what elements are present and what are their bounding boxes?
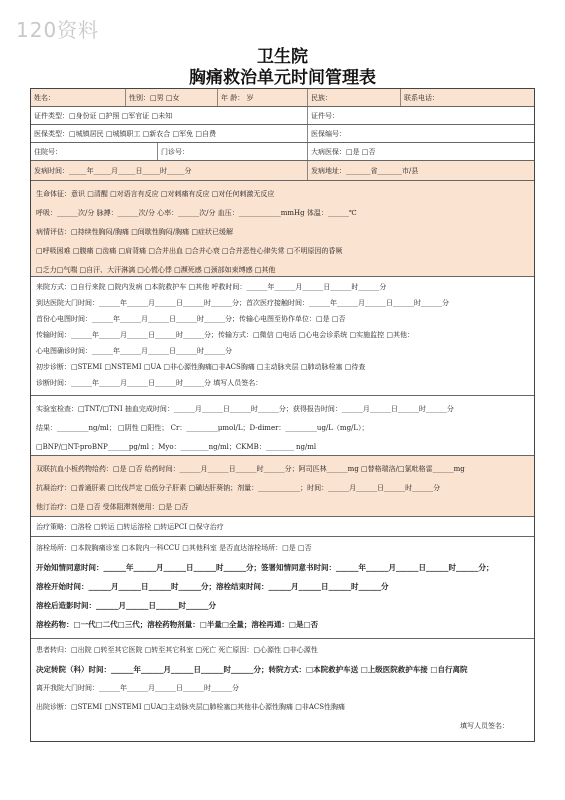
statin-therapy[interactable]: 他汀治疗：□是 □否 受体阻滞剂使用：□是 □否: [36, 503, 189, 511]
antiplatelet-drugs[interactable]: 双联抗血小板药物给药：□是 □否 给药时间：______月______日______时______分；阿司匹林______mg □替格瑞洛/□氯吡格雷______mg: [36, 465, 465, 473]
lab-results[interactable]: 结果：_________ng/ml； □阴性 □阳性； Cr：_________μmol/L；D-dimer：_________ug/L（mg/L）；: [36, 424, 369, 432]
initial-diagnosis[interactable]: 初步诊断：□STEMI □NSTEMI □UA □非心源性胸痛□非ACS胸痛 □主动脉夹层 □肺动脉栓塞 □待查: [36, 362, 366, 371]
consent-time[interactable]: 开始知情同意时间：______年______月______日______时______分；签署知情同意书时间：______年______月______日______时______分；: [36, 563, 494, 572]
section-arrival: [31, 277, 534, 396]
name-field[interactable]: 姓名：: [31, 89, 126, 106]
lab-bnp[interactable]: □BNP/□NT-proBNP______pg/ml ；Myo：________ng/ml；CKMB：________ ng/ml: [36, 443, 317, 451]
section-vital-signs: [31, 181, 534, 277]
inpatient-number-field[interactable]: 住院号：: [31, 143, 158, 160]
post-thrombolysis-angiography[interactable]: 溶栓后造影时间：______月______日______时______分: [36, 601, 216, 610]
id-number-field[interactable]: 证件号：: [311, 111, 339, 120]
treatment-strategy[interactable]: 治疗策略：□溶栓 □转运 □转运溶栓 □转运PCI □保守治疗: [36, 522, 224, 531]
title-line-1: 卫生院: [257, 47, 308, 67]
vital-measurements[interactable]: 呼吸：______次/分 脉搏：______次/分 心率：______次/分 血压：____________mmHg 体温：______℃: [36, 209, 357, 217]
row-id: [31, 107, 534, 125]
insurance-number-field[interactable]: 医保编号：: [311, 129, 346, 138]
lab-troponin[interactable]: 实验室检查：□TNT/□TNI 抽血完成时间：______月______日______时______分；获得报告时间：______月______日______时______分: [36, 405, 454, 413]
onset-address-field[interactable]: 发病地址：_______省_______市/县: [311, 166, 419, 175]
row-insurance: [31, 125, 534, 143]
section-lab: [31, 396, 534, 456]
row-onset: [31, 161, 534, 181]
signature-field[interactable]: 填写人员签名：: [460, 722, 509, 730]
first-ecg-time[interactable]: 首份心电图时间：______年______月______日______时______分；传输心电图至协作单位：□是 □否: [36, 314, 346, 323]
patient-outcome[interactable]: 患者转归：□出院 □转至其它医院 □转至其它科室 □死亡 死亡原因：□心源性 □非心源性: [36, 646, 318, 654]
thrombolysis-time[interactable]: 溶栓开始时间：______月______日______时______分；溶栓结束时间：______月______日______时______分: [36, 582, 389, 591]
thrombolysis-drug[interactable]: 溶栓药物：□一代□二代□三代；溶栓药物剂量：□半量□全量；溶栓再通：□是□否: [36, 620, 319, 629]
anticoagulation[interactable]: 抗凝治疗：□普通肝素 □比伐芦定 □低分子肝素 □磺达肝葵钠；剂量：____________；时间：______月______日______时______分: [36, 484, 441, 492]
condition-assessment[interactable]: 病情评估：□持续性胸闷/胸痛 □间歇性胸闷/胸痛 □症状已缓解: [36, 228, 234, 236]
vital-consciousness[interactable]: 生命体征：意识 □清醒 □对语言有反应 □对刺痛有反应 □对任何刺激无反应: [36, 190, 275, 198]
row-hospital-numbers: [31, 143, 534, 161]
section-antiplatelet: [31, 456, 534, 517]
section-outcome: [31, 639, 534, 741]
insurance-type-field[interactable]: 医保类型：□城镇居民 □城镇职工 □新农合 □军免 □自费: [31, 125, 308, 142]
gender-field[interactable]: 性别：□男 □女: [126, 89, 218, 106]
age-field[interactable]: 年 龄： 岁: [218, 89, 308, 106]
arrival-time[interactable]: 到达医院大门时间：______年______月______日______时______分；首次医疗接触时间：______年______月______日______时______分: [36, 298, 449, 307]
row-patient-basic: [31, 89, 534, 107]
symptom-options-2[interactable]: □乏力□气喘 □自汗、大汗淋漓 □心慌心悸 □濒死感 □颈部如束缚感 □其他: [36, 266, 276, 274]
onset-time-field[interactable]: 发病时间：_____年_____月_____日_____时_____分: [31, 161, 308, 180]
leave-time[interactable]: 离开我院大门时间：______年______月______日______时______分: [36, 684, 239, 692]
page-title: 胸痛救治单元时间管理表: [189, 68, 376, 88]
transfer-decision[interactable]: 决定转院（科）时间：______年______月______日______时______分；转院方式：□本院救护车送 □上级医院救护车接 □自行离院: [36, 665, 468, 674]
id-type-field[interactable]: 证件类型：□身份证 □护照 □军官证 □未知: [31, 107, 308, 124]
major-illness-insurance-field[interactable]: 大病医保：□是 □否: [311, 147, 376, 156]
diagnosis-time[interactable]: 诊断时间：______年______月______日______时______分 填写人员签名：: [36, 378, 263, 387]
section-thrombolysis: [31, 537, 534, 639]
ethnic-field[interactable]: 民族：: [308, 89, 401, 106]
time-management-form: [30, 88, 535, 742]
symptom-options-1[interactable]: □呼吸困难 □腹痛 □齿痛 □肩背痛 □合并出血 □合并心衰 □合并恶性心律失常 □不明原因的昏厥: [36, 247, 343, 255]
ecg-transmission[interactable]: 传输时间：______年______月______日______时______分；传输方式：□微信 □电话 □心电会诊系统 □实施监控 □其他：: [36, 330, 414, 339]
ecg-diagnosis-time[interactable]: 心电图确诊时间：______年______月______日______时______分: [36, 346, 232, 355]
watermark: 120资料: [16, 18, 100, 42]
outpatient-number-field[interactable]: 门诊号：: [158, 143, 308, 160]
discharge-diagnosis[interactable]: 出院诊断：□STEMI □NSTEMI □UA□主动脉夹层□肺栓塞□其他非心源性胸痛 □非ACS性胸痛: [36, 703, 346, 711]
arrival-mode[interactable]: 来院方式：□自行来院 □院内发病 □本院救护车 □其他 呼救时间：______年______月______日______时______分: [36, 282, 387, 291]
section-strategy: [31, 517, 534, 537]
phone-field[interactable]: 联系电话：: [404, 93, 439, 102]
thrombolysis-place[interactable]: 溶栓场所：□本院胸痛诊室 □本院内一科CCU □其他科室 是否直达溶栓场所：□是 □否: [36, 544, 312, 552]
